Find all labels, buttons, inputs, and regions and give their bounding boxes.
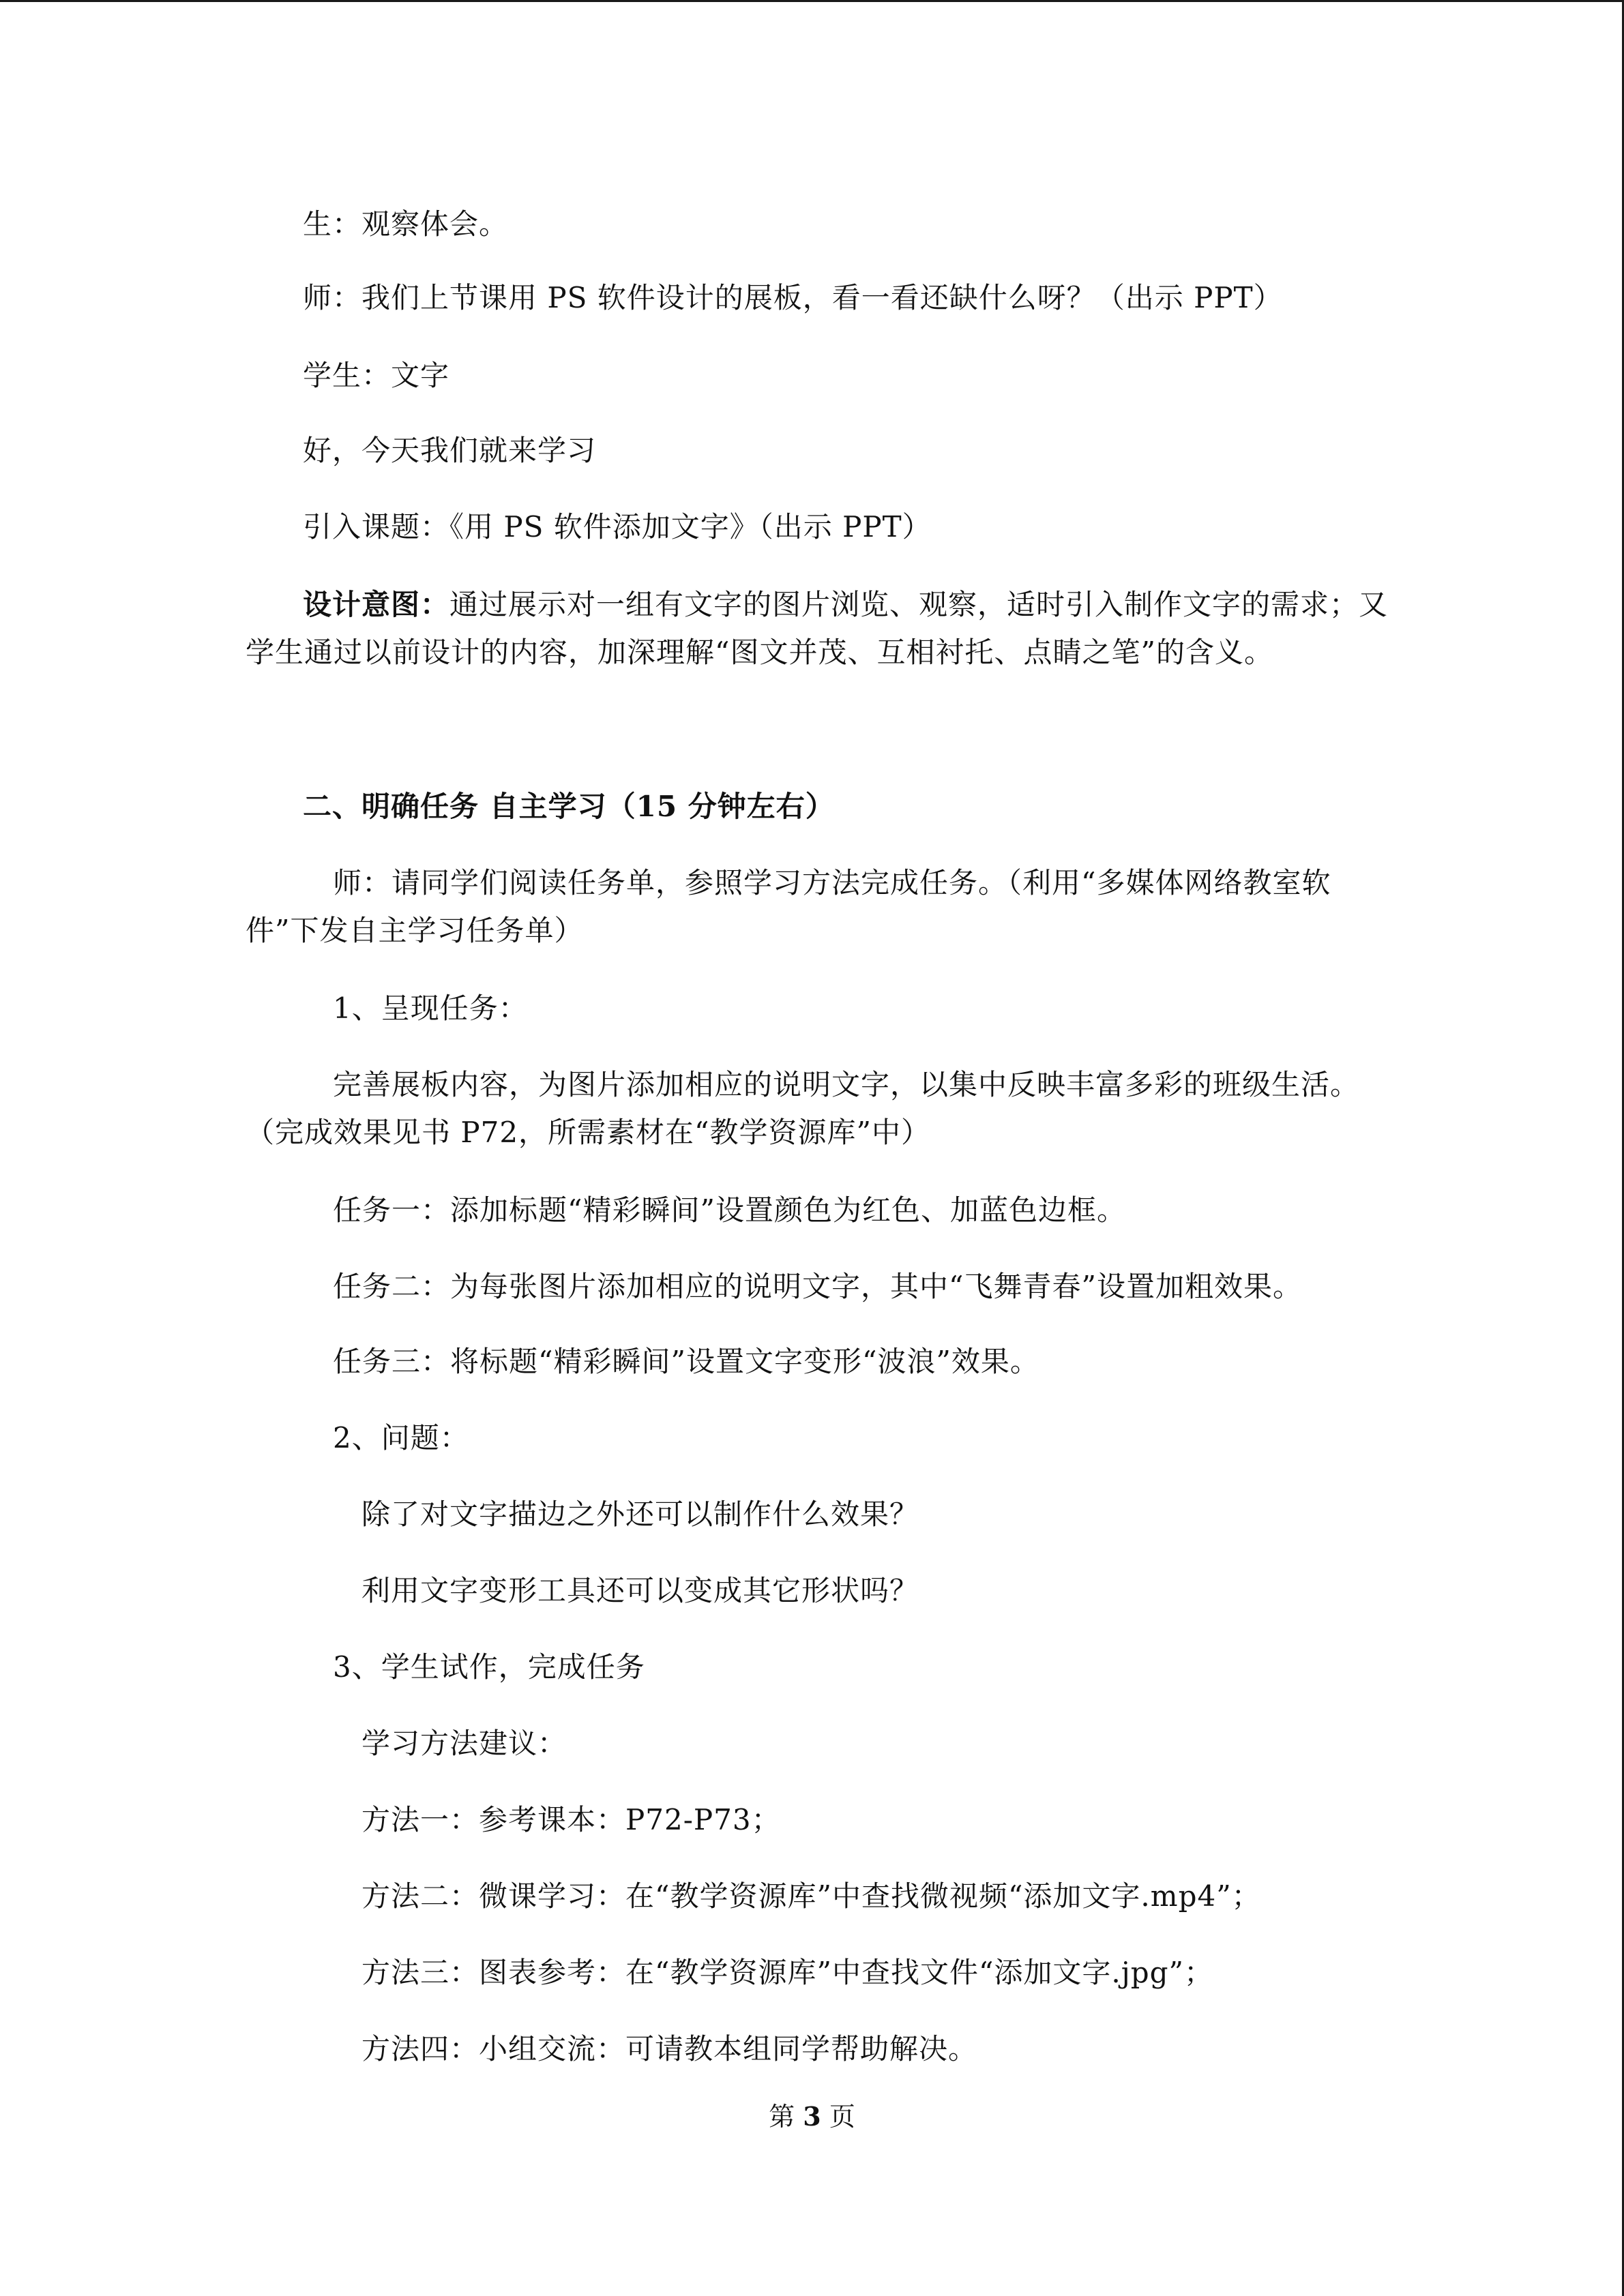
paragraph-teacher-question: 师：我们上节课用 PS 软件设计的展板，看一看还缺什么呀？（出示 PPT）: [303, 281, 1283, 314]
task-heading: 1、呈现任务：: [333, 992, 528, 1025]
method-heading: 学习方法建议：: [361, 1727, 567, 1760]
paragraph-introduce-topic: 引入课题：《用 PS 软件添加文字》（出示 PPT）: [303, 510, 932, 543]
question-heading: 2、问题：: [333, 1421, 469, 1455]
page-number: 3: [803, 2101, 821, 2132]
paragraph-student-observe: 生：观察体会。: [303, 207, 509, 241]
page-footer: [0, 2100, 1624, 2134]
method-four: 方法四：小组交流：可请教本组同学帮助解决。: [361, 2032, 978, 2066]
design-intent-label: 设计意图：: [303, 588, 450, 621]
design-intent-text: 通过展示对一组有文字的图片浏览、观察，适时引入制作文字的需求；又: [449, 588, 1389, 621]
paragraph-today-learn: 好，今天我们就来学习: [303, 434, 597, 467]
teacher-instruction-line2: 件”下发自主学习任务单）: [246, 914, 584, 947]
footer-prefix: 第: [769, 2102, 795, 2132]
footer-suffix: 页: [829, 2102, 855, 2132]
method-one: 方法一：参考课本：P72-P73；: [361, 1803, 781, 1836]
design-intent-line1: [303, 586, 1388, 624]
method-two: 方法二：微课学习：在“教学资源库”中查找微视频“添加文字.mp4”；: [361, 1879, 1261, 1913]
task-description-line1: 完善展板内容，为图片添加相应的说明文字，以集中反映丰富多彩的班级生活。: [333, 1068, 1360, 1101]
section2-heading: 二、明确任务 自主学习（15 分钟左右）: [303, 790, 835, 823]
trial-heading: 3、学生试作，完成任务: [333, 1650, 645, 1684]
design-intent-line2: 学生通过以前设计的内容，加深理解“图文并茂、互相衬托、点睛之笔”的含义。: [246, 636, 1273, 669]
question-one: 除了对文字描边之外还可以制作什么效果？: [361, 1497, 919, 1531]
teacher-instruction-line1: 师：请同学们阅读任务单，参照学习方法完成任务。（利用“多媒体网络教室软: [333, 866, 1331, 899]
paragraph-student-answer: 学生：文字: [303, 359, 450, 392]
method-three: 方法三：图表参考：在“教学资源库”中查找文件“添加文字.jpg”；: [361, 1956, 1214, 1989]
task-two: 任务二：为每张图片添加相应的说明文字，其中“飞舞青春”设置加粗效果。: [333, 1270, 1302, 1303]
task-description-line2: （完成效果见书 P72，所需素材在“教学资源库”中）: [246, 1116, 930, 1149]
task-three: 任务三：将标题“精彩瞬间”设置文字变形“波浪”效果。: [333, 1345, 1039, 1378]
task-one: 任务一：添加标题“精彩瞬间”设置颜色为红色、加蓝色边框。: [333, 1193, 1126, 1227]
question-two: 利用文字变形工具还可以变成其它形状吗？: [361, 1574, 919, 1607]
